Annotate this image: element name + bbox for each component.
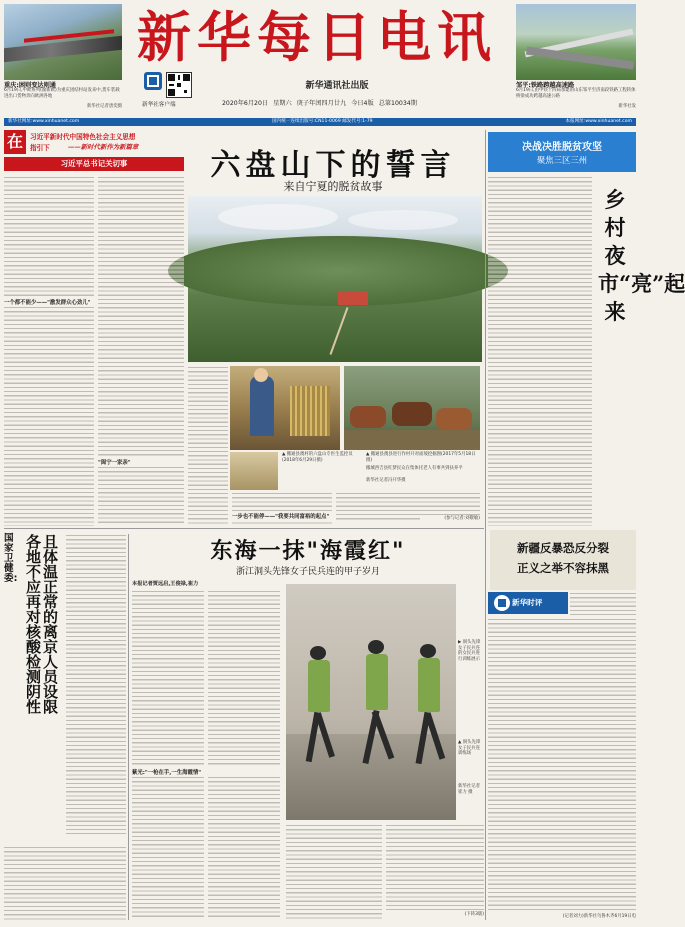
url-left[interactable]: 新华社网址:www.xinhuanet.com [8,119,80,124]
editorial-body-top [570,592,636,616]
series-line2: 指引下 [30,144,50,152]
right-section-sub: 聚焦三区三州 [536,155,588,165]
right-body [488,176,592,526]
right-section-banner [488,132,636,172]
feature-body-col2 [208,590,280,766]
lead-photo-small [230,452,278,490]
lead-headline: 六盘山下的誓言 [210,148,456,183]
feature-subhead: 浙江洞头先锋女子民兵连的甲子岁月 [235,567,380,577]
issue-date: 2020年6月20日 [222,100,269,107]
series-char: 在 [4,130,26,154]
right-headline: 乡村夜市“亮”起来 [598,187,685,324]
feature-byline: 本报记者贾远启,王俊禄,崔力 [132,581,199,587]
lead-body-col3 [188,366,228,526]
feature-footer: (下转3版) [464,912,484,917]
feature-section: 紫光:"一枪在手,一生海霞情" [132,770,202,776]
editorial-headline: 新疆反暴恐反分裂 正义之举不容抹黑 [517,541,609,575]
lead-section-3: 一步也不能停——"我要共同富裕的起点" [232,512,332,520]
series-line1: 习近平新时代中国特色社会主义思想 [30,133,136,141]
lead-body-col4 [232,492,332,526]
page-count: 今日4版 [351,100,374,107]
rule-vertical [128,534,129,920]
lead-photo-caption-1: ▲ 搬通县澳村的六盘山专医生监控员(2018年6月29日摄) [282,452,353,463]
lead-photo-caption-3: 搬城西吉县红梦民众在集体托老人有事共到扶养平 [366,466,463,471]
feature-caption-1: ▶ 洞头先锋女子民兵连的女民兵进行训练展示 [458,640,481,662]
left-promo-sub: 6月19日,中欧班列(渝新欧)为重庆团结村站发来中,货车装载进出口货物奔向欧洲各地 [4,88,120,99]
sidebar-headline: 且体温正常的离京人员设限 各地不应再对核酸检测阴性 [24,534,59,714]
rule-horizontal [4,528,484,529]
masthead-title: 新华每日电讯 [137,5,497,69]
url-right[interactable]: 本报网址:www.xinhuanet.com [565,119,632,124]
lead-section-1: 一个都不能少——"激发群众心劲儿" [4,300,91,306]
right-section-title: 决战决胜脱贫攻坚 [522,142,602,153]
feature-headline: 东海一抹"海霞红" [210,538,406,564]
right-promo-credit: 新华社发 [618,104,636,109]
lead-main-photo [188,196,482,362]
right-promo-sub: 6月19日,由中铁十四局承建的山东邹平至济南段铁路工程转体桥梁成功跨越高速公路 [516,88,636,99]
left-promo-credit: 新华社记者唐奕摄 [86,104,122,109]
lead-photo-caption-4: 新华社记者冯开华摄 [366,478,406,483]
lead-subhead: 来自宁夏的脱贫故事 [283,180,383,193]
feature-body-col6 [386,824,484,910]
lead-section-2: "闽宁一家亲" [98,460,131,466]
date-line [222,98,500,107]
issue-number: 总第10034期 [378,100,417,107]
series-line3: ——新时代新作为新篇章 [68,143,139,151]
left-promo-title: 重庆:困则变达则通 [4,82,56,89]
weekday: 星期六 [273,100,292,107]
feature-photo [286,584,456,820]
series-sub: 习近平总书记关切事 [4,157,184,171]
lunar-date: 庚子年闰四月廿九 [296,100,347,107]
editorial-body [488,618,636,912]
sidebar-body-bottom [4,846,126,922]
feature-body-col5 [286,824,382,920]
lead-body-col1 [4,176,94,296]
lead-body-col1c [4,470,94,526]
right-promo-photo [516,4,636,80]
masthead [0,0,640,118]
lead-photo-caption-2: ▲ 搬通县澳县进行作村开对面坡挖掘图(2017年5月18日摄) [366,452,476,463]
publisher: 新华通讯社出版 [305,81,369,91]
rule-vertical-right [485,130,486,920]
editorial-tag-box [488,592,568,614]
qr-code-icon [166,72,192,98]
left-promo-photo [4,4,122,80]
url-mid: 国内统一连续出版号:CN11-0069 邮发代号:1-79 [272,119,373,124]
right-promo-title: 邹平:铁路跨越高速路 [516,82,575,89]
newspaper-icon [494,595,510,611]
page-footer-right: (记者刘力)新华社乌鲁木齐6月19日电 [562,914,636,919]
feature-body-col1 [132,590,204,766]
sidebar-body [66,534,126,834]
feature-credit: 新华社记者 崔力 摄 [458,784,480,795]
feature-caption-2: ▲ 洞头先锋女子民兵连训练场 [458,740,481,757]
lead-body-col2b [98,466,184,526]
editorial-box [490,530,636,590]
feature-body-col3 [132,776,204,920]
xinhua-logo-icon [144,72,162,90]
lead-body-col2 [98,176,184,458]
feature-body-col4 [208,776,280,920]
lead-photo-cattle [344,366,480,450]
lead-body-col1b [4,306,94,468]
editorial-tag: 新华时评 [512,598,543,607]
sidebar-kicker: 国家卫健委: [4,533,18,584]
logo-caption: 新华社客户端 [142,102,176,108]
lead-credit: (参与记者:刘敬敏) [420,516,480,522]
lead-photo-wheat [230,366,340,450]
series-banner [4,130,184,172]
url-strip [4,118,636,126]
